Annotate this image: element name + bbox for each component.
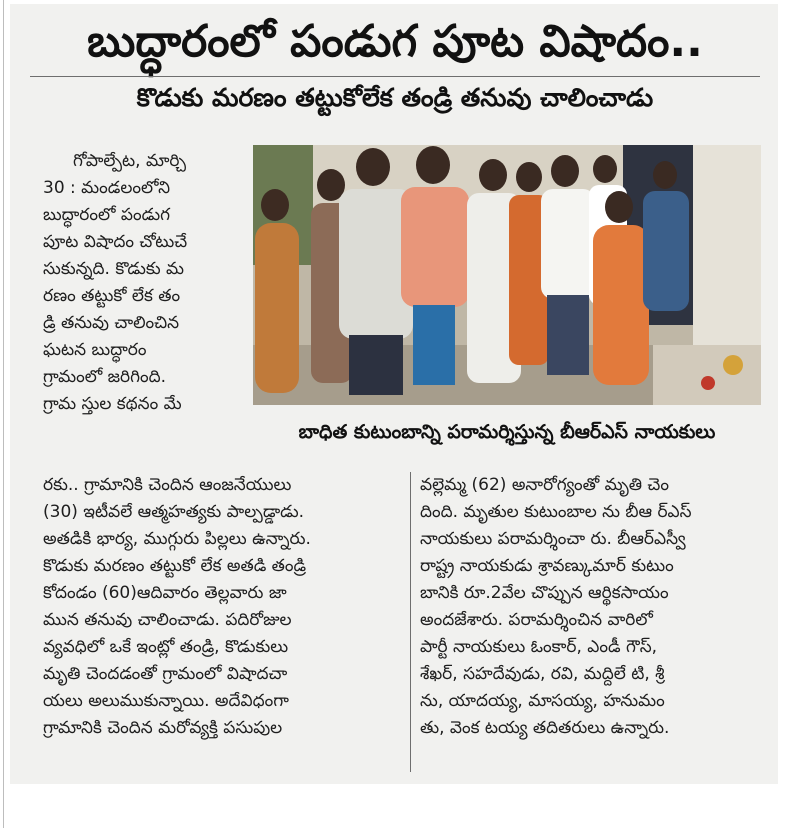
article-line: పూట విషాదం చోటుచే bbox=[43, 232, 188, 252]
article-line: మృతి చెందడంతో గ్రామంలో విషాదచా bbox=[43, 664, 288, 684]
article-column-1-bottom bbox=[43, 472, 403, 742]
article-line: దింది. మృతుల కుటుంబాల ను బీఆ ర్ఎస్ bbox=[420, 502, 692, 522]
headline-divider bbox=[30, 76, 760, 77]
article-line: వల్లెమ్మ (62) అనారోగ్యంతో మృతి చెం bbox=[420, 475, 669, 495]
article-line: 30 : మండలంలోని bbox=[43, 178, 171, 198]
article-column-1-top bbox=[43, 148, 238, 418]
article-line: మున తనువు చాలించాడు. పదిరోజుల bbox=[43, 610, 292, 630]
article-line: బుద్ధారంలో పండుగ bbox=[43, 205, 170, 225]
article-line: పార్టీ నాయకులు ఓంకార్, ఎండీ గౌస్, bbox=[420, 637, 658, 657]
subheadline: కొడుకు మరణం తట్టుకోలేక తండ్రి తనువు చాలించాడు bbox=[136, 83, 654, 112]
article-line: రణం తట్టుకో లేక తం bbox=[43, 286, 181, 306]
article-line: నాయకులు పరామర్శించా రు. బీఆర్ఎస్వీ bbox=[420, 529, 686, 549]
photo-caption: బాధిత కుటుంబాన్ని పరామర్శిస్తున్న బీఆర్ఎస్ నాయకులు bbox=[298, 421, 716, 443]
article-line: తు, వెంక టయ్య తదితరులు ఉన్నారు. bbox=[420, 718, 670, 738]
article-line: గోపాల్పేట, మార్చి bbox=[73, 151, 187, 171]
article-line: అందజేశారు. పరామర్శించిన వారిలో bbox=[420, 610, 653, 630]
article-line: ఘటన బుద్ధారం bbox=[43, 340, 147, 360]
article-line: కోదండం (60)ఆదివారం తెల్లవారు జా bbox=[43, 583, 287, 603]
article-line: అతడికి భార్య, ముగ్గురు పిల్లలు ఉన్నారు. bbox=[43, 529, 311, 549]
article-line: రాష్ట్ర నాయకుడు శ్రావణ్కుమార్ కుటుం bbox=[420, 556, 674, 576]
article-line: రకు.. గ్రామానికి చెందిన ఆంజనేయులు bbox=[43, 475, 292, 495]
headline: బుద్ధారంలో పండుగ పూట విషాదం.. bbox=[87, 16, 703, 67]
photo-illustration bbox=[253, 145, 761, 405]
article-line: డ్రి తనువు చాలించిన bbox=[43, 313, 180, 333]
page-edge-line bbox=[3, 0, 4, 828]
article-line: గ్రామంలో జరిగింది. bbox=[43, 367, 167, 387]
article-line: శేఖర్, సహదేవుడు, రవి, మద్దిలే టి, శ్రీ bbox=[420, 664, 665, 684]
article-line: యలు అలుముకున్నాయి. అదేవిధంగా bbox=[43, 691, 289, 711]
article-line: సుకున్నది. కొడుకు మ bbox=[43, 259, 184, 279]
article-photo bbox=[253, 145, 761, 405]
article-line: (30) ఇటీవలే ఆత్మహత్యకు పాల్పడ్డాడు. bbox=[43, 502, 305, 522]
article-line: బానికి రూ.2వేల చొప్పున ఆర్థికసాయం bbox=[420, 583, 669, 603]
article-line: కొడుకు మరణం తట్టుకో లేక అతడి తండ్రి bbox=[43, 556, 307, 576]
article-line: గ్రామ స్తుల కథనం మే bbox=[43, 394, 182, 414]
article-line: వ్యవధిలో ఒకే ఇంట్లో తండ్రి, కొడుకులు bbox=[43, 637, 289, 657]
article-line: గ్రామానికి చెందిన మరోవ్యక్తి పసుపుల bbox=[43, 718, 283, 738]
article-line: ను, యాదయ్య, మాసయ్య, హనుమం bbox=[420, 691, 665, 711]
column-divider bbox=[410, 472, 411, 772]
article-column-2 bbox=[420, 472, 770, 742]
